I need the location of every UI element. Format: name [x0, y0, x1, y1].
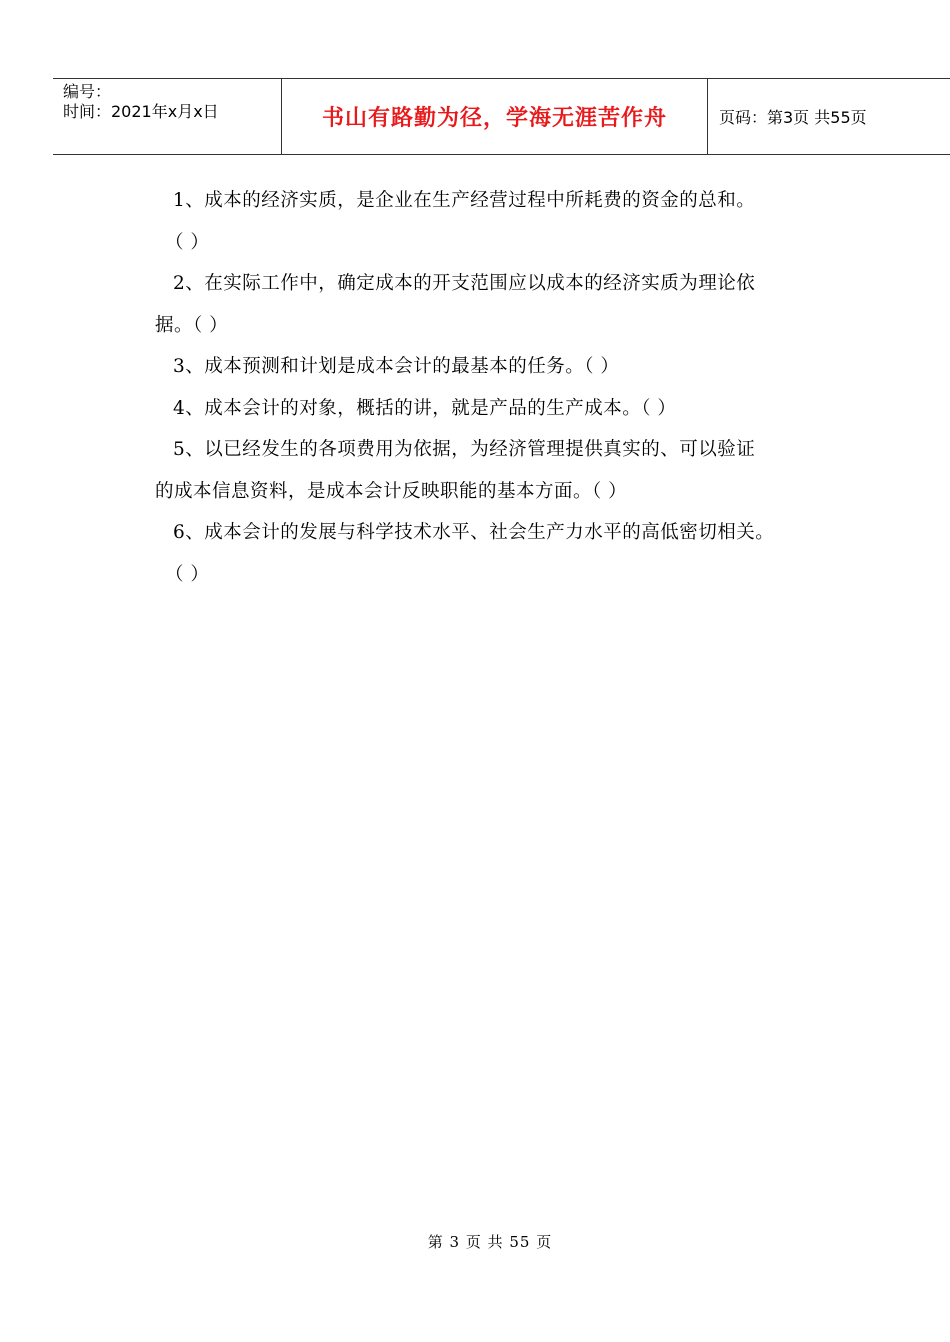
question-item: [155, 512, 875, 595]
page-label: 页码：第3页 共55页: [719, 108, 867, 127]
header-page-cell: [708, 79, 950, 154]
question-list: [155, 180, 875, 595]
answer-blank: （ ）: [165, 231, 210, 253]
question-line: 5、以已经发生的各项费用为依据，为经济管理提供真实的、可以验证: [173, 439, 756, 460]
question-item: [155, 429, 875, 512]
document-header: [53, 78, 950, 155]
time-label: 时间：2021年x月x日: [63, 102, 219, 121]
question-line: 2、在实际工作中，确定成本的开支范围应以成本的经济实质为理论依: [173, 273, 756, 294]
question-item: [155, 346, 875, 388]
question-line: 1、成本的经济实质，是企业在生产经营过程中所耗费的资金的总和。: [173, 190, 756, 211]
header-meta: [53, 79, 282, 154]
motto: 书山有路勤为径，学海无涯苦作舟: [321, 106, 667, 131]
question-line: 6、成本会计的发展与科学技术水平、社会生产力水平的高低密切相关。: [173, 522, 775, 543]
question-item: [155, 388, 875, 430]
number-label: 编号：: [63, 82, 112, 101]
question-item: [155, 263, 875, 346]
question-item: [155, 180, 875, 263]
answer-blank: （ ）: [165, 563, 210, 585]
header-motto-cell: [282, 79, 708, 154]
question-line: 4、成本会计的对象，概括的讲，就是产品的生产成本。（ ）: [173, 397, 677, 419]
question-line-continued: 据。（ ）: [155, 314, 229, 336]
question-line: 3、成本预测和计划是成本会计的最基本的任务。（ ）: [173, 356, 620, 377]
page-footer: 第 3 页 共 55 页: [427, 1233, 553, 1251]
question-line-continued: 的成本信息资料，是成本会计反映职能的基本方面。（ ）: [155, 480, 628, 502]
